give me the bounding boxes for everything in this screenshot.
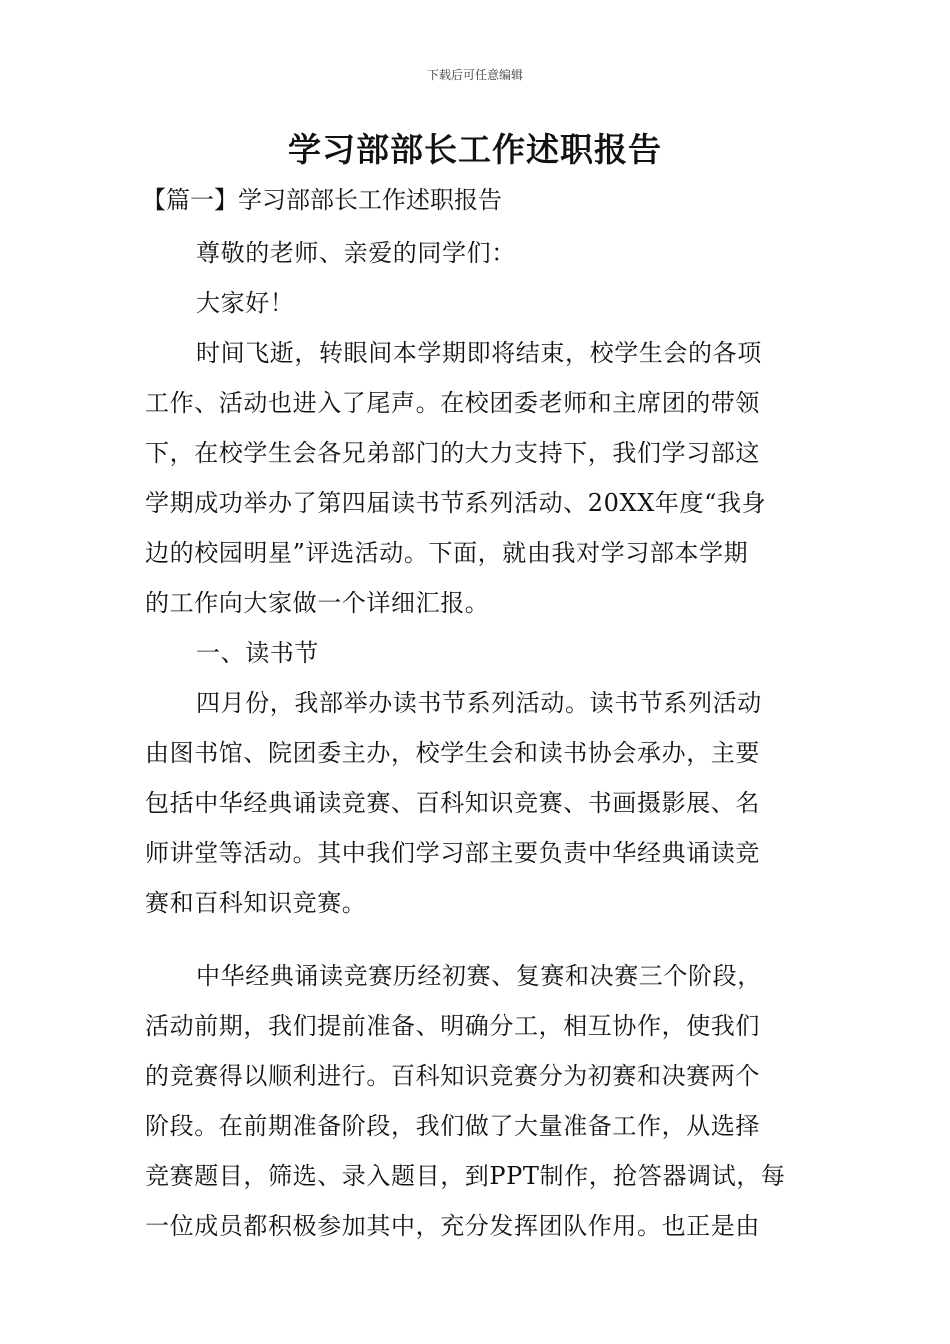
- text-line: 边的校园明星”评选活动。下面，就由我对学习部本学期: [145, 539, 749, 567]
- text-line: 由图书馆、院团委主办，校学生会和读书协会承办，主要: [145, 739, 760, 767]
- text-line: 活动前期，我们提前准备、明确分工，相互协作，使我们: [145, 1012, 760, 1040]
- text-line: 的竞赛得以顺利进行。百科知识竞赛分为初赛和决赛两个: [145, 1062, 760, 1090]
- header-note: 下载后可任意编辑: [426, 68, 523, 82]
- document-body: [145, 228, 810, 1251]
- text-line: 阶段。在前期准备阶段，我们做了大量准备工作，从选择: [145, 1112, 760, 1140]
- text-line: 一位成员都积极参加其中，充分发挥团队作用。也正是由: [145, 1212, 760, 1240]
- text-line: 工作、活动也进入了尾声。在校团委老师和主席团的带领: [145, 389, 760, 417]
- document-title: 学习部部长工作述职报告: [288, 130, 662, 169]
- text-line: 尊敬的老师、亲爱的同学们：: [196, 239, 516, 267]
- text-line: 四月份，我部举办读书节系列活动。读书节系列活动: [196, 689, 762, 717]
- text-line: 包括中华经典诵读竞赛、百科知识竞赛、书画摄影展、名: [145, 789, 760, 817]
- text-line: 时间飞逝，转眼间本学期即将结束，校学生会的各项: [196, 339, 762, 367]
- text-line: 下，在校学生会各兄弟部门的大力支持下，我们学习部这: [145, 439, 760, 467]
- text-line: 一、读书节: [196, 639, 319, 667]
- text-line: 师讲堂等活动。其中我们学习部主要负责中华经典诵读竞: [145, 839, 760, 867]
- paragraph-gap: [145, 928, 810, 951]
- text-line: 的工作向大家做一个详细汇报。: [145, 589, 490, 617]
- text-line: 大家好！: [196, 289, 295, 317]
- text-line: 竞赛题目，筛选、录入题目，到PPT制作，抢答器调试，每: [145, 1162, 786, 1190]
- text-line: 中华经典诵读竞赛历经初赛、复赛和决赛三个阶段，: [196, 962, 762, 990]
- text-line: 赛和百科知识竞赛。: [145, 889, 367, 917]
- text-line: 学期成功举办了第四届读书节系列活动、20XX年度“我身: [145, 489, 767, 517]
- section-title: 【篇一】学习部部长工作述职报告: [142, 186, 502, 214]
